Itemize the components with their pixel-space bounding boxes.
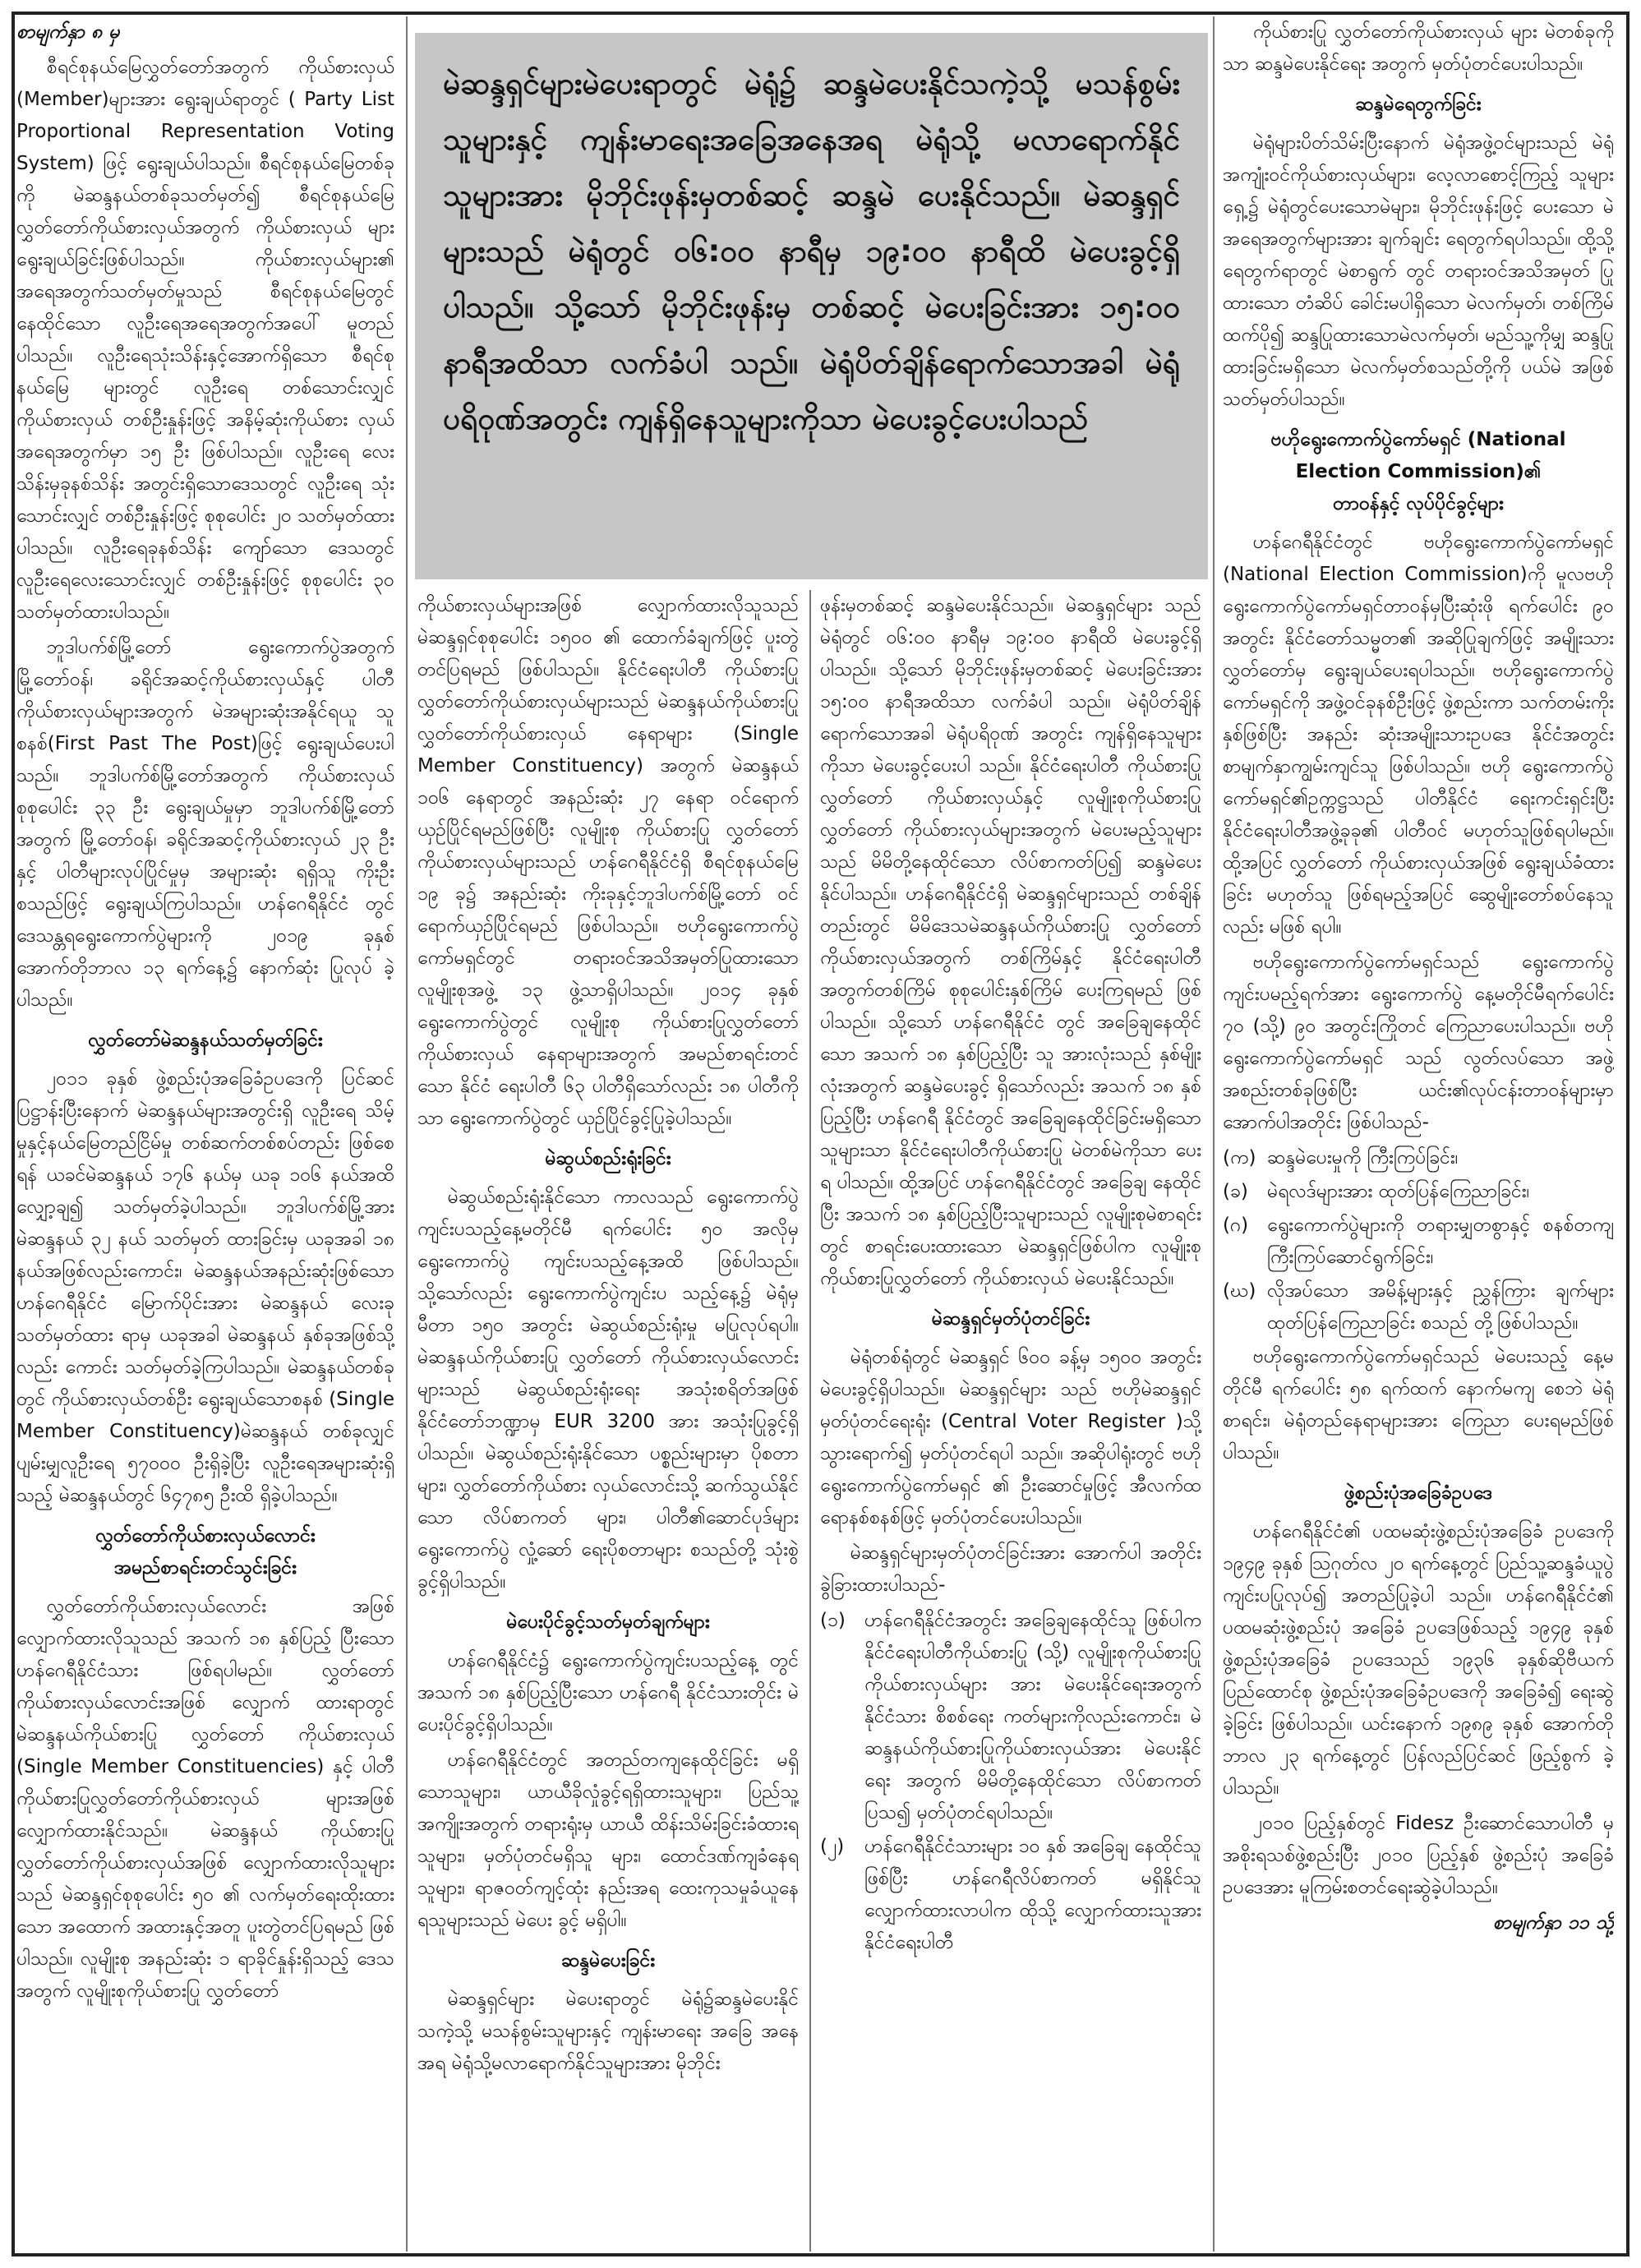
section-heading: လွှတ်တော်ကိုယ်စားလှယ်လောင်း [95,1525,316,1547]
column-3 [820,590,1201,2252]
section-heading: ဗဟိုရွေးကောက်ပွဲကော်မရှင် (National [1270,429,1566,450]
paragraph: ဟန်ဂေရီနိုင်ငံ၏ ပထမဆုံးဖွဲ့စည်းပုံအခြေခံ ဥပဒေကို ၁၉၄၉ ခုနှစ် ဩဂုတ်လ ၂၀ ရက်နေ့တွင် ပြည်သူ့ဆန္ဒခံယူပွဲကျင်းပပြုလုပ်၍ အတည်ပြုခဲ့ပါ သည်။ ဟန်ဂေရီနိုင်ငံ၏ ပထမဆုံးဖွဲ့စည်းပုံ အခြေခံ ဥပဒေဖြစ်သည့် ၁၉၄၉ ခုနှစ် ဖွဲ့စည်းပုံအခြေခံ ဥပဒေသည် ၁၉၃၆ ခုနှစ်ဆိုဗီယက်ပြည်ထောင်စု ဖွဲ့စည်းပုံအခြေခံဥပဒေကို အခြေခံ၍ ရေးဆွဲခဲ့ခြင်း ဖြစ်ပါသည်။ ယင်းနောက် ၁၉၈၉ ခုနှစ် အောက်တို ဘာလ ၂၃ ရက်နေ့တွင် ပြန်လည်ပြင်ဆင် ဖြည့်စွက် ခဲ့ပါသည်။ [1223,1521,1614,1799]
paragraph: စီရင်စုနယ်မြေလွှတ်တော်အတွက် ကိုယ်စားလှယ် (Member)များအား ရွေးချယ်ရာတွင် ( Party List Proportional Representation Voting System) ဖြင့် ရွေးချယ်ပါသည်။ စီရင်စုနယ်မြေတစ်ခုကို မဲဆန္ဒနယ်တစ်ခုသတ်မှတ်၍ စီရင်စုနယ်မြေ လွှတ်တော်ကိုယ်စားလှယ်အတွက် ကိုယ်စားလှယ် များ ရွေးချယ်ခြင်းဖြစ်ပါသည်။ ကိုယ်စားလှယ်များ၏ အရေအတွက်သတ်မှတ်မှုသည် စီရင်စုနယ်မြေတွင် နေထိုင်သော လူဦးရေအရေအတွက်အပေါ် မူတည် ပါသည်။ လူဦးရေသုံးသိန်းနှင့်အောက်ရှိသော စီရင်စုနယ်မြေ များတွင် လူဦးရေ တစ်သောင်းလျှင် ကိုယ်စားလှယ် တစ်ဦးနှုန်းဖြင့် အနိမ့်ဆုံးကိုယ်စား လှယ်အရေအတွက်မှာ ၁၅ ဦး ဖြစ်ပါသည်။ လူဦးရေ လေးသိန်းမှခုနစ်သိန်း အတွင်းရှိသောဒေသတွင် လူဦးရေ သုံးသောင်းလျှင် တစ်ဦးနှုန်းဖြင့် စုစုပေါင်း ၂၀ သတ်မှတ်ထားပါသည်။ လူဦးရေခုနစ်သိန်း ကျော်သော ဒေသတွင် လူဦးရေလေးသောင်းလျှင် တစ်ဦးနှုန်းဖြင့် စုစုပေါင်း ၃၀ သတ်မှတ်ထားပါသည်။ [16,57,394,623]
continued-on-folio: စာမျက်နှာ ၁၁ သို့ [1492,1912,1614,1934]
section-heading: မဲဆန္ဒရှင်မှတ်ပုံတင်ခြင်း [931,1308,1090,1330]
list-item [1223,1176,1614,1208]
column-2 [417,590,799,2252]
section-heading: ဖွဲ့စည်းပုံအခြေခံဥပဒေ [1344,1482,1493,1504]
section-heading: Election Commission)၏ [1295,461,1542,482]
paragraph: မဲဆန္ဒရှင်များ မဲပေးရာတွင် မဲရုံ၌ဆန္ဒမဲပေးနိုင် သကဲ့သို့ မသန်စွမ်းသူများနှင့် ကျန်းမာရေး အခြေ အနေအရ မဲရုံသို့မလာရောက်နိုင်သူများအား မိုဘိုင်း [417,1989,799,2074]
column-divider [809,590,811,2252]
list-text: ဆန္ဒမဲပေးမှုကို ကြီးကြပ်ခြင်း၊ [1267,1147,1459,1169]
paragraph: ဗဟိုရွေးကောက်ပွဲကော်မရှင်သည် မဲပေးသည့် နေ့မတိုင်မီ ရက်ပေါင်း ၅၈ ရက်ထက် နောက်မကျ စေဘဲ မဲရုံစာရင်း၊ မဲရုံတည်နေရာများအား ကြေညာ ပေးရမည်ဖြစ်ပါသည်။ [1223,1346,1614,1464]
paragraph: မဲဆွယ်စည်းရုံးနိုင်သော ကာလသည် ရွေးကောက်ပွဲ ကျင်းပသည့်နေ့မတိုင်မီ ရက်ပေါင်း ၅၀ အလိုမှ ရွေးကောက်ပွဲ ကျင်းပသည့်နေ့အထိ ဖြစ်ပါသည်။ သို့သော်လည်း ရွေးကောက်ပွဲကျင်းပ သည့်နေ့၌ မဲရုံမှမီတာ ၁၅၀ အတွင်း မဲဆွယ်စည်းရုံးမှု မပြုလုပ်ရပါ။ မဲဆန္ဒနယ်ကိုယ်စားပြု လွှတ်တော် ကိုယ်စားလှယ်လောင်းများသည် မဲဆွယ်စည်းရုံးရေး အသုံးစရိတ်အဖြစ် နိုင်ငံတော်ဘဏ္ဍာမှ EUR 3200 အား အသုံးပြုခွင့်ရှိပါသည်။ မဲဆွယ်စည်းရုံးနိုင်သော ပစ္စည်းများမှာ ပိုစတာများ၊ လွှတ်တော်ကိုယ်စား လှယ်လောင်းသို့ ဆက်သွယ်နိုင်သော လိပ်စာကတ် များ၊ ပါတီ၏ဆောင်ပုဒ်များ ရွေးကောက်ပွဲ လှုံ့ဆော် ရေးပိုစတာများ စသည်တို့ သုံးစွဲခွင့်ရှိပါသည်။ [417,1187,799,1593]
section-heading: အမည်စာရင်းတင်သွင်းခြင်း [113,1557,297,1579]
list-marker: (ဂ) [1223,1215,1249,1236]
column-1 [16,16,394,2252]
section-heading: ဆန္ဒမဲရေတွက်ခြင်း [1355,94,1482,115]
paragraph: ဖုန်းမှတစ်ဆင့် ဆန္ဒမဲပေးနိုင်သည်။ မဲဆန္ဒရှင်များ သည် မဲရုံတွင် ၀၆:၀၀ နာရီမှ ၁၉:၀၀ နာရီထိ မဲပေးခွင့်ရှိပါသည်။ သို့သော် မိုဘိုင်းဖုန်းမှတစ်ဆင့် မဲပေးခြင်းအား ၁၅:၀၀ နာရီအထိသာ လက်ခံပါ သည်။ မဲရုံပိတ်ချိန်ရောက်သောအခါ မဲရုံပရိဝုဏ် အတွင်း ကျန်ရှိနေသူများကိုသာ မဲပေးခွင့်ပေးပါ သည်။ နိုင်ငံရေးပါတီ ကိုယ်စားပြုလွှတ်တော် ကိုယ်စားလှယ်နှင့် လူမျိုးစုကိုယ်စားပြုလွှတ်တော် ကိုယ်စားလှယ်များအတွက် မဲပေးမည့်သူများသည် မိမိတို့နေထိုင်သော လိပ်စာကတ်ပြ၍ ဆန္ဒမဲပေး နိုင်ပါသည်။ ဟန်ဂေရီနိုင်ငံရှိ မဲဆန္ဒရှင်များသည် တစ်ချိန်တည်းတွင် မိမိဒေသမဲဆန္ဒနယ်ကိုယ်စားပြု လွှတ်တော်ကိုယ်စားလှယ်အတွက် တစ်ကြိမ်နှင့် နိုင်ငံရေးပါတီအတွက်တစ်ကြိမ် စုစုပေါင်းနှစ်ကြိမ် ပေးကြရမည် ဖြစ်ပါသည်။ သို့သော် ဟန်ဂေရီနိုင်ငံ တွင် အခြေချနေထိုင်သော အသက် ၁၈ နှစ်ပြည့်ပြီး သူ အားလုံးသည် နှစ်မျိုးလုံးအတွက် ဆန္ဒမဲပေးခွင့် ရှိသော်လည်း အသက် ၁၈ နှစ်ပြည့်ပြီး ဟန်ဂေရီ နိုင်ငံတွင် အခြေချနေထိုင်ခြင်းမရှိသော သူများသာ နိုင်ငံရေးပါတီကိုယ်စားပြု မဲတစ်မဲကိုသာ ပေးရ ပါသည်။ ထို့အပြင် ဟန်ဂေရီနိုင်ငံတွင် အခြေချ နေထိုင်ပြီး အသက် ၁၈ နှစ်ပြည့်ပြီးသူများသည် လူမျိုးစုမဲစာရင်းတွင် စာရင်းပေးထားသော မဲဆန္ဒရှင်ဖြစ်ပါက လူမျိုးစုကိုယ်စားပြုလွှတ်တော် ကိုယ်စားလှယ် မဲပေးနိုင်သည်။ [820,595,1201,1289]
paragraph: ဘူဒါပက်စ်မြို့တော် ရွေးကောက်ပွဲအတွက် မြို့တော်ဝန်၊ ခရိုင်အဆင့်ကိုယ်စားလှယ်နှင့် ပါတီ ကိုယ်စားလှယ်များအတွက် မဲအများဆုံးအနိုင်ရယူ သူစနစ်(First Past The Post)ဖြင့် ရွေးချယ်ပေးပါ သည်။ ဘူဒါပက်စ်မြို့တော်အတွက် ကိုယ်စားလှယ် စုစုပေါင်း ၃၃ ဦး ရွေးချယ်မှုမှာ ဘူဒါပက်စ်မြို့တော် အတွက် မြို့တော်ဝန်၊ ခရိုင်အဆင့်ကိုယ်စားလှယ် ၂၃ ဦးနှင့် ပါတီများလုပ်ပြိုင်မှုမှ အများဆုံး ရရှိသူ ကိုးဦး စသည်ဖြင့် ရွေးချယ်ကြပါသည်။ ဟန်ဂေရီနိုင်ငံ တွင် ဒေသန္တရရွေးကောက်ပွဲများကို ၂၀၁၉ ခုနှစ် အောက်တိုဘာလ ၁၃ ရက်နေ့၌ နောက်ဆုံး ပြုလုပ် ခဲ့ပါသည်။ [16,637,394,1011]
list-marker: (ခ) [1223,1181,1248,1202]
paragraph: ၂၀၁၀ ပြည့်နှစ်တွင် Fidesz ဦးဆောင်သောပါတီ မှ အစိုးရသစ်ဖွဲ့စည်းပြီး ၂၀၁၀ ပြည့်နှစ် ဖွဲ့စည်းပုံ အခြေခံဥပဒေအား မူကြမ်းစတင်ရေးဆွဲခဲ့ပါသည်။ [1223,1813,1614,1898]
list-text: ရွေးကောက်ပွဲများကို တရားမျှတစွာနှင့် စနစ်တကျ ကြီးကြပ်ဆောင်ရွက်ခြင်း၊ [1267,1215,1614,1268]
section-heading: တာဝန်နှင့် လုပ်ပိုင်ခွင့်များ [1333,493,1504,514]
section-heading: မဲဆွယ်စည်းရုံးခြင်း [545,1148,671,1169]
list-item [1223,1142,1614,1174]
paragraph: မဲရုံတစ်ရုံတွင် မဲဆန္ဒရှင် ၆၀၀ ခန့်မှ ၁၅၀၀ အတွင်း မဲပေးခွင့်ရှိပါသည်။ မဲဆန္ဒရှင်များ သည် ဗဟိုမဲဆန္ဒရှင်မှတ်ပုံတင်ရေးရုံး (Central Voter Register )သို့ သွားရောက်၍ မှတ်ပုံတင်ရပါ သည်။ အဆိုပါရုံးတွင် ဗဟိုရွေးကောက်ပွဲကော်မရှင် ၏ ဦးဆောင်မှုဖြင့် အီလက်ထရောနစ်စနစ်ဖြင့် မှတ်ပုံတင်ပေးပါသည်။ [820,1347,1201,1528]
paragraph: လွှတ်တော်ကိုယ်စားလှယ်လောင်း အဖြစ် လျှောက်ထားလိုသူသည် အသက် ၁၈ နှစ်ပြည့် ပြီးသော ဟန်ဂေရီနိုင်ငံသား ဖြစ်ရပါမည်။ လွှတ်တော်ကိုယ်စားလှယ်လောင်းအဖြစ် လျှောက် ထားရာတွင် မဲဆန္ဒနယ်ကိုယ်စားပြု လွှတ်တော် ကိုယ်စားလှယ် (Single Member Constituencies) နှင့် ပါတီကိုယ်စားပြုလွှတ်တော်ကိုယ်စားလှယ် များအဖြစ်လျှောက်ထားနိုင်သည်။ မဲဆန္ဒနယ် ကိုယ်စားပြု လွှတ်တော်ကိုယ်စားလှယ်အဖြစ် လျှောက်ထားလိုသူများသည် မဲဆန္ဒရှင်စုစုပေါင်း ၅၀ ၏ လက်မှတ်ရေးထိုးထားသော အထောက် အထားနှင့်အတူ ပူးတွဲတင်ပြရမည် ဖြစ်ပါသည်။ လူမျိုးစု အနည်းဆုံး ၁ ရာခိုင်နှုန်းရှိသည့် ဒေသ အတွက် လူမျိုးစုကိုယ်စားပြု လွှတ်တော် [16,1596,394,2002]
list-marker: (ဃ) [1223,1280,1256,1302]
paragraph: ဟန်ဂေရီနိုင်ငံ၌ ရွေးကောက်ပွဲကျင်းပသည့်နေ့ တွင် အသက် ၁၈ နှစ်ပြည့်ပြီးသော ဟန်ဂေရီ နိုင်ငံသားတိုင်း မဲပေးပိုင်ခွင့်ရှိပါသည်။ [417,1650,799,1736]
paragraph: ၂၀၁၁ ခုနှစ် ဖွဲ့စည်းပုံအခြေခံဥပဒေကို ပြင်ဆင် ပြဋ္ဌာန်းပြီးနောက် မဲဆန္ဒနယ်များအတွင်းရှိ လူဦးရေ သိမ့်မှုနှင့်နယ်မြေတည်ငြိမ်မှု တစ်ဆက်တစ်စပ်တည်း ဖြစ်စေရန် ယခင်မဲဆန္ဒနယ် ၁၇၆ နယ်မှ ယခု ၁၀၆ နယ်အထိ လျှော့ချ၍ သတ်မှတ်ခဲ့ပါသည်။ ဘူဒါပက်စ်မြို့အား မဲဆန္ဒနယ် ၃၂ နယ် သတ်မှတ် ထားခြင်းမှ ယခုအခါ ၁၈ နယ်အဖြစ်လည်းကောင်း၊ မဲဆန္ဒနယ်အနည်းဆုံးဖြစ်သော ဟန်ဂေရီနိုင်ငံ မြောက်ပိုင်းအား မဲဆန္ဒနယ် လေးခု သတ်မှတ်ထား ရာမှ ယခုအခါ မဲဆန္ဒနယ် နှစ်ခုအဖြစ်သို့လည်း ကောင်း သတ်မှတ်ခဲ့ကြပါသည်။ မဲဆန္ဒနယ်တစ်ခု တွင် ကိုယ်စားလှယ်တစ်ဦး ရွေးချယ်သောစနစ် (Single Member Constituency)မဲဆန္ဒနယ် တစ်ခုလျှင် ပျမ်းမျှလူဦးရေ ၅၇၀၀၀ ဦးရှိခဲ့ပြီး လူဦးရေအများဆုံးရှိသည့် မဲဆန္ဒနယ်တွင် ၆၄၇၈၅ ဦးထိ ရှိခဲ့ပါသည်။ [16,1068,394,1506]
column-divider [406,16,408,2252]
column-divider [1213,16,1215,2252]
paragraph: ဗဟိုရွေးကောက်ပွဲကော်မရှင်သည် ရွေးကောက်ပွဲကျင်းပမည့်ရက်အား ရွေးကောက်ပွဲ နေ့မတိုင်မီရက်ပေါင်း ၇၀ (သို့) ၉၀ အတွင်းကြိုတင် ကြေညာပေးပါသည်။ ဗဟိုရွေးကောက်ပွဲကော်မရှင် သည် လွတ်လပ်သော အဖွဲ့အစည်းတစ်ခုဖြစ်ပြီး ယင်း၏လုပ်ငန်းတာဝန်များမှာ အောက်ပါအတိုင်း ဖြစ်ပါသည်- [1223,952,1614,1133]
list-text: ဟန်ဂေရီနိုင်ငံသားများ ၁၀ နှစ် အခြေချ နေထိုင်သူဖြစ်ပြီး ဟန်ဂေရီလိပ်စာကတ် မရှိနိုင်သူ လျှောက်ထားလာပါက ထိုသို့ လျှောက်ထားသူအား နိုင်ငံရေးပါတီ [864,1836,1201,1953]
list-marker: (က) [1223,1147,1256,1169]
column-4 [1223,16,1614,2252]
list-marker: (၂) [820,1836,845,1857]
list-text: မဲရလဒ်များအား ထုတ်ပြန်ကြေညာခြင်း၊ [1267,1181,1530,1202]
list-text: ဟန်ဂေရီနိုင်ငံအတွင်း အခြေချနေထိုင်သူ ဖြစ်ပါက နိုင်ငံရေးပါတီကိုယ်စားပြု (သို့) လူမျိုးစုကိုယ်စားပြုကိုယ်စားလှယ်များ အား မဲပေးနိုင်ရေးအတွက် နိုင်ငံသား စိစစ်ရေး ကတ်များကိုလည်းကောင်း၊ မဲ ဆန္ဒနယ်ကိုယ်စားပြုကိုယ်စားလှယ်အား မဲပေးနိုင်ရေး အတွက် မိမိတို့နေထိုင်သော လိပ်စာကတ်ပြသ၍ မှတ်ပုံတင်ရပါသည်။ [864,1610,1201,1823]
list-marker: (၁) [820,1610,846,1631]
list-item [820,1605,1201,1829]
list-item [820,1831,1201,1959]
paragraph: ကိုယ်စားလှယ်များအဖြစ် လျှောက်ထားလိုသူသည် မဲဆန္ဒရှင်စုစုပေါင်း ၁၅၀၀ ၏ ထောက်ခံချက်ဖြင့် ပူးတွဲတင်ပြရမည် ဖြစ်ပါသည်။ နိုင်ငံရေးပါတီ ကိုယ်စားပြု လွှတ်တော်ကိုယ်စားလှယ်များသည် မဲဆန္ဒနယ်ကိုယ်စားပြု လွှတ်တော်ကိုယ်စားလှယ် နေရာများ (Single Member Constituency) အတွက် မဲဆန္ဒနယ် ၁၀၆ နေရာတွင် အနည်းဆုံး ၂၇ နေရာ ဝင်ရောက်ယှဉ်ပြိုင်ရမည်ဖြစ်ပြီး လူမျိုးစု ကိုယ်စားပြု လွှတ်တော်ကိုယ်စားလှယ်များသည် ဟန်ဂေရီနိုင်ငံရှိ စီရင်စုနယ်မြေ ၁၉ ခု၌ အနည်းဆုံး ကိုးခုနှင့်ဘူဒါပက်စ်မြို့တော် ဝင်ရောက်ယှဉ်ပြိုင်ရမည် ဖြစ်ပါသည်။ ဗဟိုရွေးကောက်ပွဲကော်မရှင်တွင် တရားဝင်အသိအမှတ်ပြုထားသော လူမျိုးစုအဖွဲ့ ၁၃ ဖွဲ့သာရှိပါသည်။ ၂၀၁၄ ခုနှစ် ရွေးကောက်ပွဲတွင် လူမျိုးစု ကိုယ်စားပြုလွှတ်တော်ကိုယ်စားလှယ် နေရာများအတွက် အမည်စာရင်းတင်သော နိုင်ငံ ရေးပါတီ ၆၃ ပါတီရှိသော်လည်း ၁၈ ပါတီကိုသာ ရွေးကောက်ပွဲတွင် ယှဉ်ပြိုင်ခွင့်ပြုခဲ့ပါသည်။ [417,595,799,1129]
paragraph: ဟန်ဂေရီနိုင်ငံတွင် ဗဟိုရွေးကောက်ပွဲကော်မရှင် (National Election Commission)ကို မူလဗဟို ရွေးကောက်ပွဲကော်မရှင်တာဝန်မှပြီးဆုံးဖို ရက်ပေါင်း ၉၀ အတွင်း နိုင်ငံတော်သမ္မတ၏ အဆိုပြုချက်ဖြင့် အမျိုးသားလွှတ်တော်မှ ရွေးချယ်ပေးရပါသည်။ ဗဟိုရွေးကောက်ပွဲကော်မရှင်ကို အဖွဲ့ဝင်ခုနစ်ဦးဖြင့် ဖွဲ့စည်းကာ သက်တမ်းကိုးနှစ်ဖြစ်ပြီး အနည်း ဆုံးအမျိုးသားဥပဒေ နိုင်ငံအတွင်း စာမျက်နှာကျွမ်းကျင်သူ ဖြစ်ပါသည်။ ဗဟို ရွေးကောက်ပွဲကော်မရှင်၏ဥက္ကဋ္ဌသည် ပါတီနိုင်ငံ ရေးကင်းရှင်းပြီး နိုင်ငံရေးပါတီအဖွဲ့ခုခု၏ ပါတီဝင် မဟုတ်သူဖြစ်ရပါမည်။ ထို့အပြင် လွှတ်တော် ကိုယ်စားလှယ်အဖြစ် ရွေးချယ်ခံထားခြင်း မဟုတ်သူ ဖြစ်ရမည့်အပြင် ဆွေမျိုးတော်စပ်နေသူလည်း မဖြစ် ရပါ။ [1223,532,1614,938]
list-item [1223,1210,1614,1274]
paragraph: ဟန်ဂေရီနိုင်ငံတွင် အတည်တကျနေထိုင်ခြင်း မရှိသောသူများ၊ ယာယီခိုလှုံခွင့်ရရှိထားသူများ၊ ပြည်သူ့အကျိုးအတွက် တရားရုံးမှ ယာယီ ထိန်းသိမ်းခြင်းခံထားရသူများ၊ မှတ်ပုံတင်မရှိသူ များ၊ ထောင်ဒဏ်ကျခံနေရသူများ၊ ရာဇဝတ်ကျင့်ထုံး နည်းအရ ထေးကုသမှုခံယူနေရသူများသည် မဲပေး ခွင့် မရှိပါ။ [417,1749,799,1931]
paragraph: မဲဆန္ဒရှင်များမှတ်ပုံတင်ခြင်းအား အောက်ပါ အတိုင်း ခွဲခြားထားပါသည်- [820,1542,1201,1596]
list-item [1223,1275,1614,1339]
pull-quote: မဲဆန္ဒရှင်များမဲပေးရာတွင် မဲရုံ၌ ဆန္ဒမဲပေးနိုင်သကဲ့သို့ မသန်စွမ်းသူများနှင့် ကျန်းမာရေးအခြေအနေအရ မဲရုံသို့ မလာရောက်နိုင်သူများအား မိုဘိုင်းဖုန်းမှတစ်ဆင့် ဆန္ဒမဲ ပေးနိုင်သည်။ မဲဆန္ဒရှင်များသည် မဲရုံတွင် ၀၆:၀၀ နာရီမှ ၁၉:၀၀ နာရီထိ မဲပေးခွင့်ရှိပါသည်။ သို့သော် မိုဘိုင်းဖုန်းမှ တစ်ဆင့် မဲပေးခြင်းအား ၁၅:၀၀ နာရီအထိသာ လက်ခံပါ သည်။ မဲရုံပိတ်ချိန်ရောက်သောအခါ မဲရုံပရိဝုဏ်အတွင်း ကျန်ရှိနေသူများကိုသာ မဲပေးခွင့်ပေးပါသည် [415,33,1208,579]
paragraph: ကိုယ်စားပြု လွှတ်တော်ကိုယ်စားလှယ် များ မဲတစ်ခုကိုသာ ဆန္ဒမဲပေးနိုင်ရေး အတွက် မှတ်ပုံတင်ပေးပါသည်။ [1223,21,1614,75]
paragraph: မဲရုံများပိတ်သိမ်းပြီးနောက် မဲရုံအဖွဲ့ဝင်များသည် မဲရုံအကျုံးဝင်ကိုယ်စားလှယ်များ၊ လေ့လာစောင့်ကြည့် သူများရှေ့၌ မဲရုံတွင်ပေးသောမဲများ၊ မိုဘိုင်းဖုန်းဖြင့် ပေးသော မဲအရေအတွက်များအား ချက်ချင်း ရေတွက်ရပါသည်။ ထို့သို့ရေတွက်ရာတွင် မဲစာရွက် တွင် တရားဝင်အသိအမှတ် ပြုထားသော တံဆိပ် ခေါင်းမပါရှိသော မဲလက်မှတ်၊ တစ်ကြိမ်ထက်ပို၍ ဆန္ဒပြုထားသောမဲလက်မှတ်၊ မည်သူ့ကိုမျှ ဆန္ဒပြု ထားခြင်းမရှိသော မဲလက်မှတ်စသည်တို့ကို ပယ်မဲ အဖြစ် သတ်မှတ်ပါသည်။ [1223,132,1614,410]
section-heading: မဲပေးပိုင်ခွင့်သတ်မှတ်ချက်များ [506,1611,710,1633]
section-heading: ဆန္ဒမဲပေးခြင်း [560,1950,656,1971]
section-heading: လွှတ်တော်မဲဆန္ဒနယ်သတ်မှတ်ခြင်း [88,1030,323,1051]
list-text: လိုအပ်သော အမိန့်များနှင့် ညွှန်ကြား ချက်များ ထုတ်ပြန်ကြေညာခြင်း စသည် တို့ဖြစ်ပါသည်။ [1267,1280,1614,1334]
continued-from-folio: စာမျက်နှာ ၈ မှ [16,21,120,43]
